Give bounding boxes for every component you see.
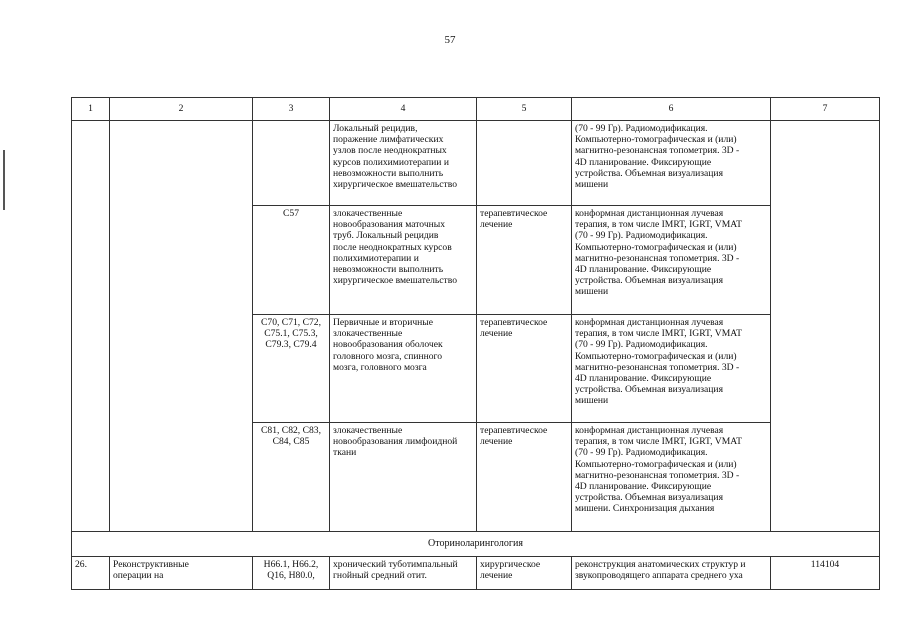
patient-model-cell: злокачественные новообразования лимфоидной ткани (330, 423, 477, 532)
patient-model-cell: злокачественные новообразования маточных труб. Локальный рецидив после неоднократных курсов полихимиотерапии и невозможности выполнить хирургическое вмешательство (330, 206, 477, 315)
table-row (72, 121, 880, 206)
icd-codes-cell: C81, C82, C83, C84, C85 (253, 423, 330, 532)
patient-model-cell: Первичные и вторичные злокачественные новообразования оболочек головного мозга, спинного мозга, головного мозга (330, 315, 477, 423)
table-row (72, 557, 880, 590)
treatment-method-cell: конформная дистанционная лучевая терапия, в том числе IMRT, IGRT, VMAT (70 - 99 Гр). Радиомодификация. Компьютерно-томографическая и (или) магнитно-резонансная топометрия. 3D - 4D планирование. Фиксирующие устройства. Объемная визуализация мишени (572, 315, 771, 423)
icd-codes-cell: C70, C71, C72, C75.1, C75.3, C79.3, C79.4 (253, 315, 330, 423)
section-title: Оториноларингология (72, 532, 880, 557)
column-number-row (72, 98, 880, 121)
row-number-cell (72, 121, 110, 532)
cost-cell: 114104 (771, 557, 880, 590)
column-header: 2 (110, 98, 253, 121)
treatment-type-cell: терапевтическое лечение (477, 206, 572, 315)
icd-codes-cell: H66.1, H66.2, Q16, H80.0, (253, 557, 330, 590)
column-header: 7 (771, 98, 880, 121)
medical-care-table (71, 97, 880, 590)
treatment-type-cell: терапевтическое лечение (477, 423, 572, 532)
patient-model-cell: хронический туботимпальный гнойный средний отит. (330, 557, 477, 590)
column-header: 3 (253, 98, 330, 121)
column-header: 5 (477, 98, 572, 121)
patient-model-cell: Локальный рецидив, поражение лимфатических узлов после неоднократных курсов полихимиотерапии и невозможности выполнить хирургическое вмешательство (330, 121, 477, 206)
icd-codes-cell: C57 (253, 206, 330, 315)
cost-cell (771, 121, 880, 532)
treatment-method-cell: конформная дистанционная лучевая терапия, в том числе IMRT, IGRT, VMAT (70 - 99 Гр). Радиомодификация. Компьютерно-томографическая и (или) магнитно-резонансная топометрия. 3D - 4D планирование. Фиксирующие устройства. Объемная визуализация мишени (572, 206, 771, 315)
page-number: 57 (444, 34, 456, 46)
treatment-type-cell: хирургическое лечение (477, 557, 572, 590)
treatment-type-cell: терапевтическое лечение (477, 315, 572, 423)
row-number-cell: 26. (72, 557, 110, 590)
care-type-cell: Реконструктивные операции на (110, 557, 253, 590)
treatment-method-cell: конформная дистанционная лучевая терапия, в том числе IMRT, IGRT, VMAT (70 - 99 Гр). Радиомодификация. Компьютерно-томографическая и (или) магнитно-резонансная топометрия. 3D - 4D планирование. Фиксирующие устройства. Объемная визуализация мишени. Синхронизация дыхания (572, 423, 771, 532)
treatment-method-cell: (70 - 99 Гр). Радиомодификация. Компьютерно-томографическая и (или) магнитно-резонансная топометрия. 3D - 4D планирование. Фиксирующие устройства. Объемная визуализация мишени (572, 121, 771, 206)
scan-margin-mark (3, 150, 8, 210)
column-header: 6 (572, 98, 771, 121)
treatment-type-cell (477, 121, 572, 206)
section-row (72, 532, 880, 557)
icd-codes-cell (253, 121, 330, 206)
column-header: 4 (330, 98, 477, 121)
care-type-cell (110, 121, 253, 532)
treatment-method-cell: реконструкция анатомических структур и звукопроводящего аппарата среднего уха (572, 557, 771, 590)
column-header: 1 (72, 98, 110, 121)
